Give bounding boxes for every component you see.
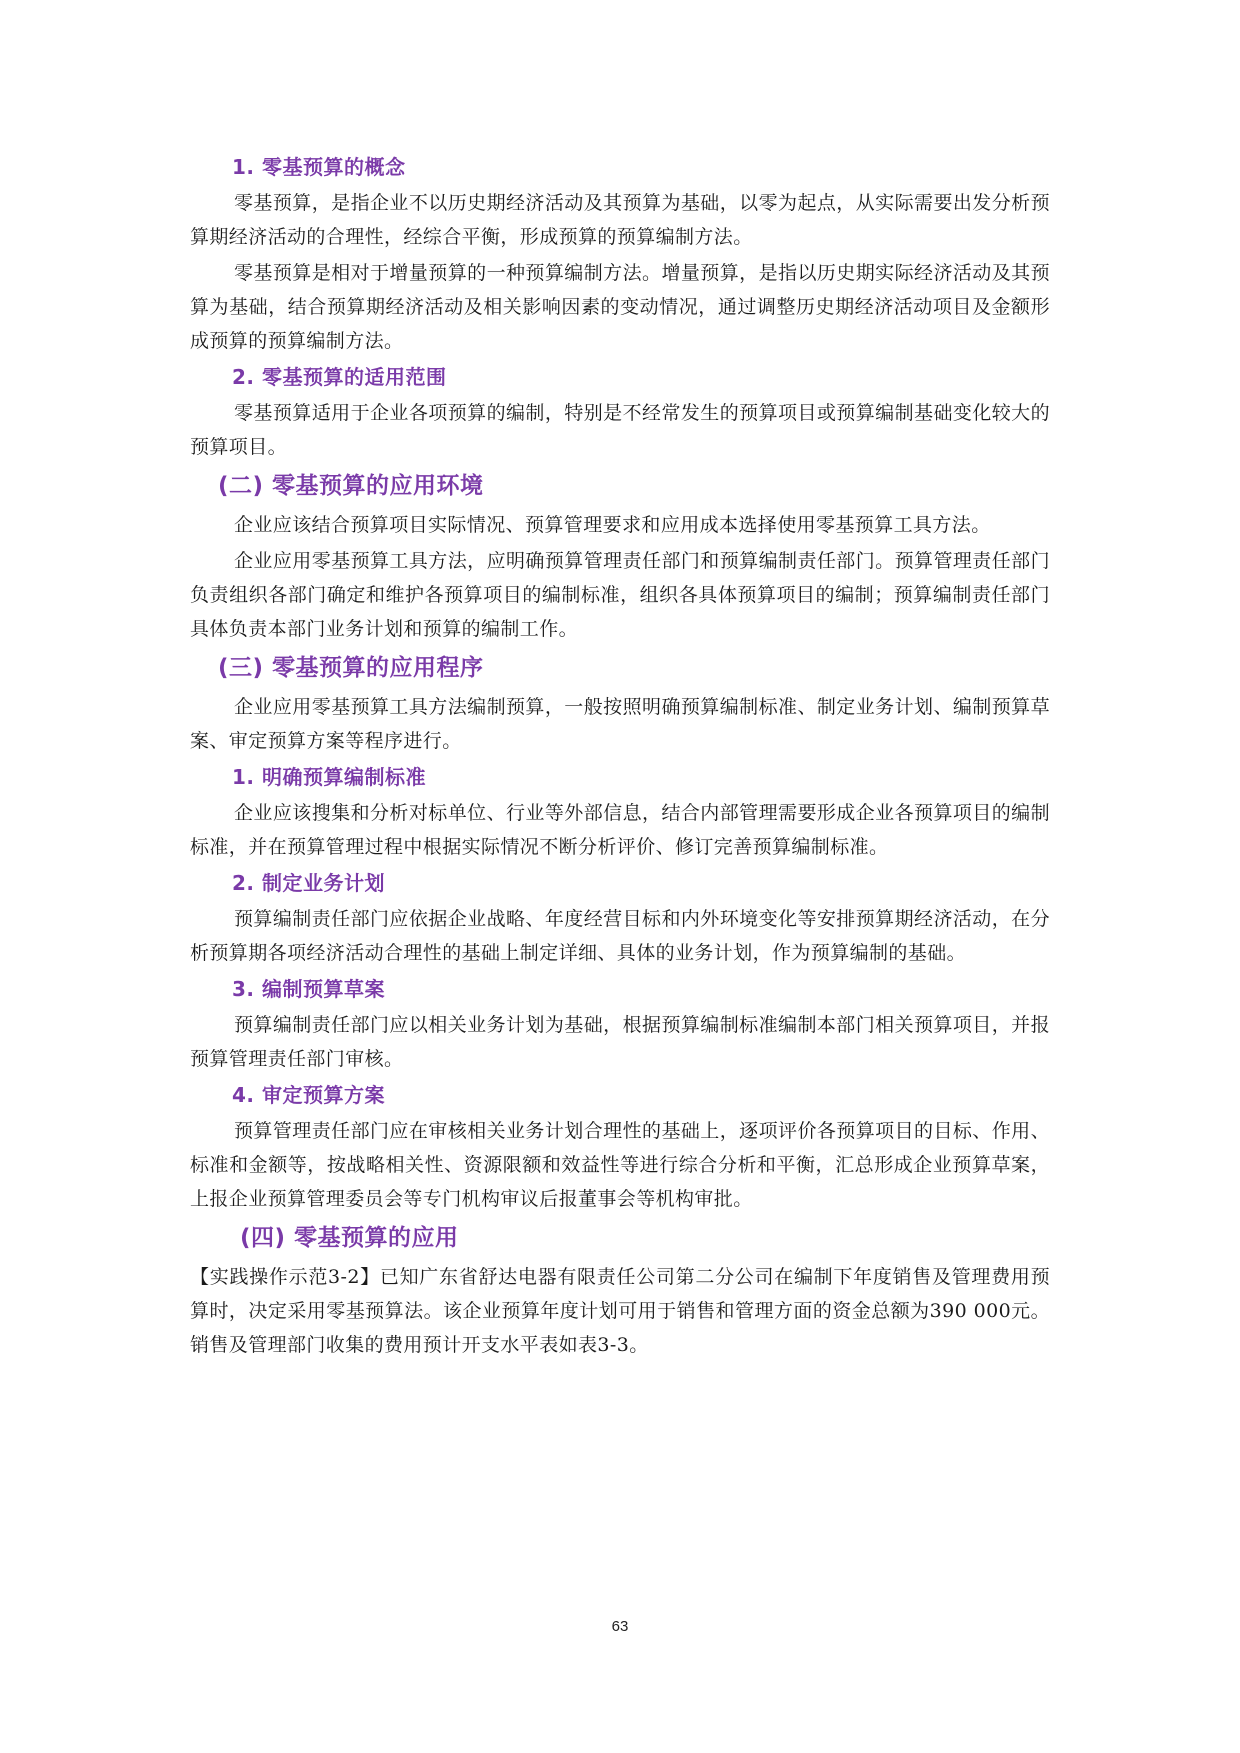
subheading-standards: 1. 明确预算编制标准: [232, 765, 426, 789]
page-number: 63: [611, 1618, 629, 1635]
section-heading-application: (四) 零基预算的应用: [240, 1225, 459, 1251]
paragraph: 零基预算，是指企业不以历史期经济活动及其预算为基础，以零为起点，从实际需要出发分析预算期经济活动的合理性，经综合平衡，形成预算的预算编制方法。: [190, 192, 1050, 248]
subheading-business-plan: 2. 制定业务计划: [232, 871, 385, 895]
paragraph: 企业应该结合预算项目实际情况、预算管理要求和应用成本选择使用零基预算工具方法。: [234, 514, 991, 536]
paragraph: 预算管理责任部门应在审核相关业务计划合理性的基础上，逐项评价各预算项目的目标、作用、标准和金额等，按战略相关性、资源限额和效益性等进行综合分析和平衡，汇总形成企业预算草案，上报企业预算管理委员会等专门机构审议后报董事会等机构审批。: [190, 1120, 1050, 1210]
paragraph: 预算编制责任部门应依据企业战略、年度经营目标和内外环境变化等安排预算期经济活动，在分析预算期各项经济活动合理性的基础上制定详细、具体的业务计划，作为预算编制的基础。: [190, 908, 1050, 964]
subheading-scope: 2. 零基预算的适用范围: [232, 365, 447, 389]
section-heading-environment: (二) 零基预算的应用环境: [218, 473, 484, 499]
paragraph: 零基预算是相对于增量预算的一种预算编制方法。增量预算，是指以历史期实际经济活动及其预算为基础，结合预算期经济活动及相关影响因素的变动情况，通过调整历史期经济活动项目及金额形成预算的预算编制方法。: [190, 262, 1050, 352]
subheading-review: 4. 审定预算方案: [232, 1083, 385, 1107]
document-body: [190, 150, 1050, 1364]
subheading-draft: 3. 编制预算草案: [232, 977, 385, 1001]
paragraph: 企业应用零基预算工具方法编制预算，一般按照明确预算编制标准、制定业务计划、编制预算草案、审定预算方案等程序进行。: [190, 696, 1050, 752]
subheading-concept: 1. 零基预算的概念: [232, 155, 406, 179]
paragraph: 企业应该搜集和分析对标单位、行业等外部信息，结合内部管理需要形成企业各预算项目的编制标准，并在预算管理过程中根据实际情况不断分析评价、修订完善预算编制标准。: [190, 802, 1050, 858]
paragraph: 零基预算适用于企业各项预算的编制，特别是不经常发生的预算项目或预算编制基础变化较大的预算项目。: [190, 402, 1050, 458]
section-heading-procedure: (三) 零基预算的应用程序: [218, 655, 484, 681]
paragraph: 预算编制责任部门应以相关业务计划为基础，根据预算编制标准编制本部门相关预算项目，并报预算管理责任部门审核。: [190, 1014, 1050, 1070]
example-paragraph: 【实践操作示范3-2】已知广东省舒达电器有限责任公司第二分公司在编制下年度销售及管理费用预算时，决定采用零基预算法。该企业预算年度计划可用于销售和管理方面的资金总额为390 000元。销售及管理部门收集的费用预计开支水平表如表3-3。: [190, 1266, 1050, 1356]
paragraph: 企业应用零基预算工具方法，应明确预算管理责任部门和预算编制责任部门。预算管理责任部门负责组织各部门确定和维护各预算项目的编制标准，组织各具体预算项目的编制；预算编制责任部门具体负责本部门业务计划和预算的编制工作。: [190, 550, 1050, 640]
